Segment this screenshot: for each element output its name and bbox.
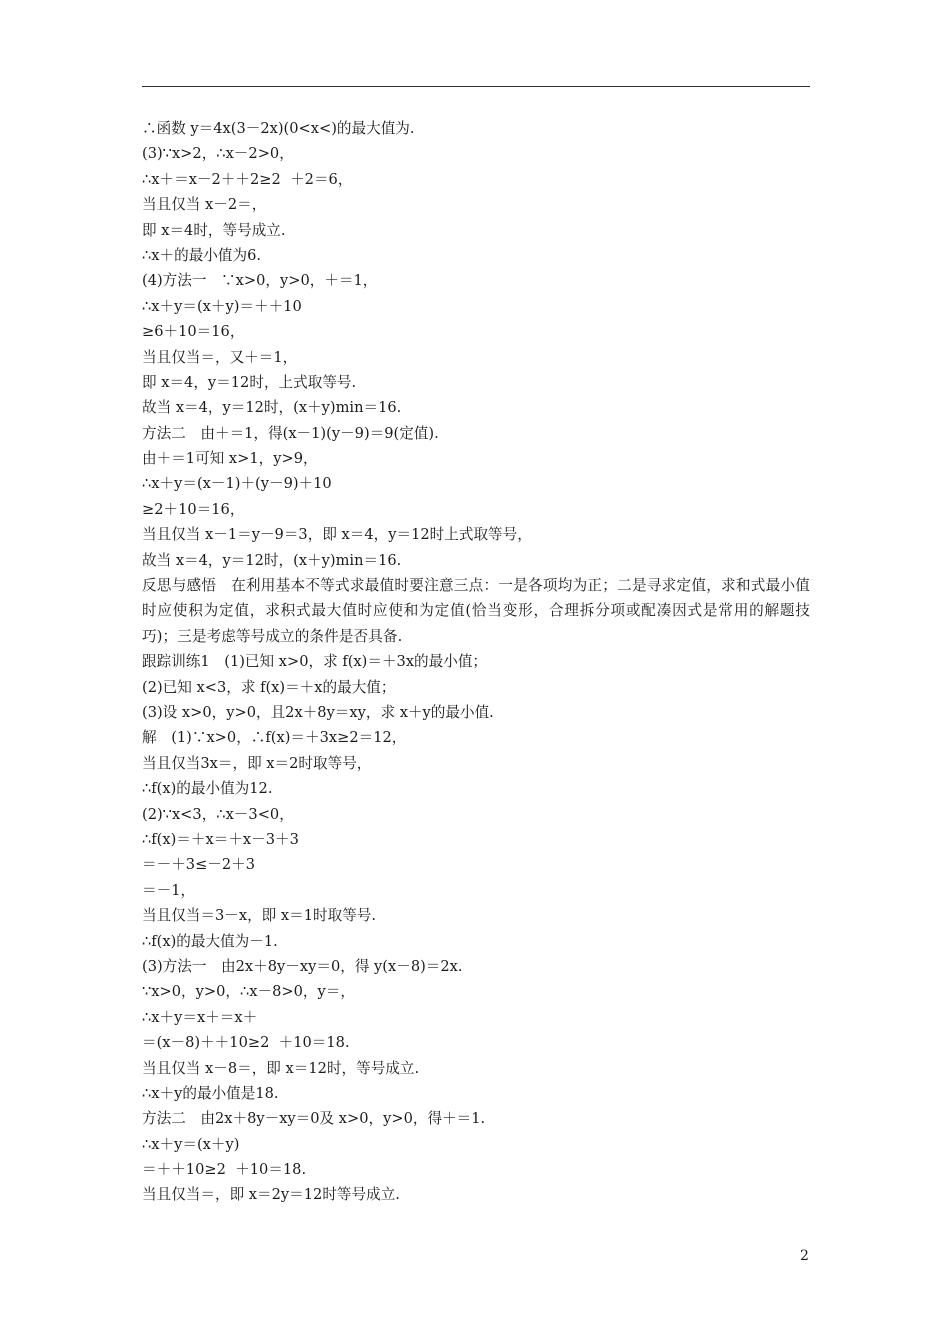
text-line: 故当 x＝4，y＝12时，(x＋y)min＝16.	[142, 551, 402, 569]
text-line: ∴x＋y＝x＋＝x＋	[142, 1008, 258, 1026]
text-line: (3)方法一 由2x＋8y－xy＝0，得 y(x－8)＝2x.	[142, 957, 463, 975]
text-line: ∴x＋y＝(x－1)＋(y－9)＋10	[142, 475, 332, 493]
text-line: (4)方法一 ∵x>0，y>0，＋＝1，	[142, 272, 378, 290]
text-line: 当且仅当 x－1＝y－9＝3，即 x＝4，y＝12时上式取等号，	[142, 526, 532, 544]
text-line: ≥2＋10＝16，	[142, 500, 245, 518]
text-line: ∴f(x)的最小值为12.	[142, 780, 273, 798]
page-number: 2	[800, 1248, 809, 1264]
text-line: ∴x＋y＝(x＋y)＝＋＋10	[142, 297, 302, 315]
text-line: 方法二 由2x＋8y－xy＝0及 x>0，y>0，得＋＝1.	[142, 1110, 486, 1128]
text-line: ∴x＋＝x－2＋＋2≥2 ＋2＝6，	[142, 170, 353, 188]
text-line: 当且仅当＝，即 x＝2y＝12时等号成立.	[142, 1186, 400, 1204]
text-line: (3)∵x>2，∴x－2>0，	[142, 145, 294, 163]
text-line: ∴f(x)＝＋x＝＋x－3＋3	[142, 830, 299, 848]
text-line: 方法二 由＋＝1，得(x－1)(y－9)＝9(定值).	[142, 424, 439, 442]
text-line: ＝－＋3≤－2＋3	[142, 856, 256, 874]
text-line: ＝－1，	[142, 881, 196, 899]
text-line: 当且仅当3x＝，即 x＝2时取等号，	[142, 754, 372, 772]
text-line: 由＋＝1可知 x>1，y>9，	[142, 450, 318, 468]
text-line: ∴x＋y＝(x＋y)	[142, 1135, 240, 1153]
text-line: 即 x＝4，y＝12时，上式取等号.	[142, 373, 357, 391]
text-line: ∵x>0，y>0，∴x－8>0，y＝，	[142, 983, 355, 1001]
reflection-paragraph: 反思与感悟 在利用基本不等式求最值时要注意三点：一是各项均为正；二是寻求定值，求和式最小值时应使积为定值，求积式最大值时应使和为定值(恰当变形，合理拆分项或配凑因式是常用的解题技巧)；三是考虑等号成立的条件是否具备.	[142, 577, 810, 645]
text-line: ∴x＋y的最小值是18.	[142, 1084, 279, 1102]
text-line: 当且仅当＝，又＋＝1，	[142, 348, 298, 366]
text-line: (2)∵x<3，∴x－3<0，	[142, 805, 294, 823]
text-line: 跟踪训练1 (1)已知 x>0，求 f(x)＝＋3x的最小值；	[142, 653, 488, 671]
text-line: ∴函数 y＝4x(3－2x)(0<x<)的最大值为.	[142, 120, 415, 137]
text-line: 解 (1)∵x>0，∴f(x)＝＋3x≥2＝12，	[142, 729, 407, 747]
text-line: 故当 x＝4，y＝12时，(x＋y)min＝16.	[142, 399, 402, 417]
text-line: ＝＋＋10≥2 ＋10＝18.	[142, 1161, 307, 1179]
text-line: (3)设 x>0，y>0，且2x＋8y＝xy，求 x＋y的最小值.	[142, 704, 494, 722]
text-line: 当且仅当＝3－x，即 x＝1时取等号.	[142, 907, 377, 925]
document-body	[142, 116, 810, 1208]
text-line: ≥6＋10＝16，	[142, 323, 245, 341]
text-line: (2)已知 x<3，求 f(x)＝＋x的最大值；	[142, 678, 396, 696]
header-rule	[142, 86, 810, 87]
text-line: 当且仅当 x－8＝，即 x＝12时，等号成立.	[142, 1059, 420, 1077]
text-line: 当且仅当 x－2＝，	[142, 196, 267, 214]
text-line: ∴f(x)的最大值为－1.	[142, 932, 278, 950]
text-line: ∴x＋的最小值为6.	[142, 246, 262, 264]
text-line: 即 x＝4时，等号成立.	[142, 221, 286, 239]
text-line: ＝(x－8)＋＋10≥2 ＋10＝18.	[142, 1034, 350, 1052]
